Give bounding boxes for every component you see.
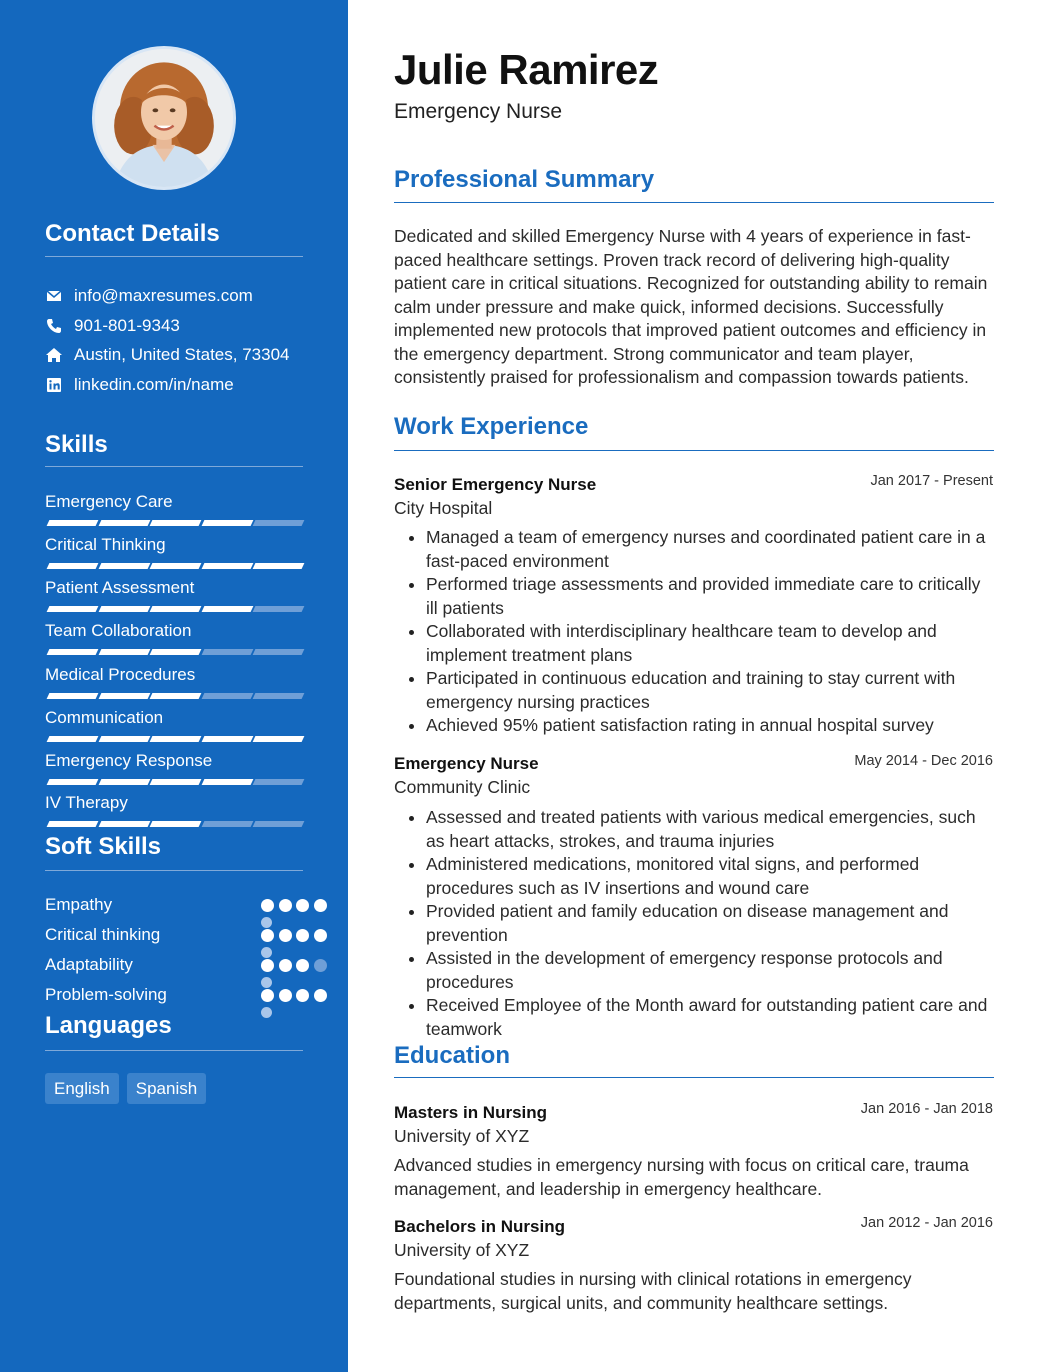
skill-segment-filled — [47, 779, 99, 785]
skill-segment-filled — [98, 821, 150, 827]
skill-segment-empty — [253, 821, 305, 827]
degree-description: Foundational studies in nursing with clinical rotations in emergency departments, surgical units, and community healthcare settings. — [394, 1269, 912, 1313]
job-title: Senior Emergency Nurse — [394, 475, 597, 494]
skill-name: Communication — [45, 708, 164, 727]
skill-segment-filled — [98, 736, 150, 742]
candidate-name: Julie Ramirez — [394, 46, 659, 93]
skill-segment-filled — [98, 693, 150, 699]
list-item: Assessed and treated patients with various medical emergencies, such as heart attacks, strokes, and trauma injuries — [394, 806, 994, 853]
soft-skill-rating — [261, 989, 331, 1003]
skill-segment-filled — [201, 779, 253, 785]
job-title: Emergency Nurse — [394, 754, 539, 773]
rating-dot-empty — [314, 959, 327, 972]
job-dates: May 2014 - Dec 2016 — [854, 753, 993, 769]
languages-divider — [45, 1050, 303, 1051]
language-tag: English — [45, 1073, 119, 1104]
rating-dot-filled — [279, 899, 292, 912]
list-item: Performed triage assessments and provided immediate care to critically ill patients — [394, 573, 994, 620]
soft-skills-heading: Soft Skills — [45, 833, 162, 860]
skill-segment-filled — [98, 520, 150, 526]
list-item: Provided patient and family education on disease management and prevention — [394, 900, 994, 947]
skill-segment-filled — [150, 779, 202, 785]
skill-item — [45, 750, 303, 785]
skill-segment-filled — [150, 821, 202, 827]
skill-item — [45, 577, 303, 612]
contact-heading: Contact Details — [45, 220, 220, 247]
skill-item — [45, 664, 303, 699]
list-item: Participated in continuous education and training to stay current with emergency nursing practices — [394, 667, 994, 714]
experience-divider — [394, 450, 994, 451]
skill-name: Patient Assessment — [45, 578, 195, 597]
skill-level-bar — [45, 520, 303, 526]
contact-divider — [45, 256, 303, 257]
soft-skill-name: Problem-solving — [45, 985, 167, 1004]
skill-segment-filled — [150, 649, 202, 655]
candidate-title: Emergency Nurse — [394, 100, 563, 123]
skill-segment-filled — [98, 606, 150, 612]
soft-skill-name: Adaptability — [45, 955, 133, 974]
skill-segment-empty — [253, 779, 305, 785]
skill-item — [45, 792, 303, 827]
profile-photo — [95, 49, 233, 187]
skill-item — [45, 707, 303, 742]
soft-skill-item — [45, 924, 303, 946]
contact-phone-text: 901-801-9343 — [74, 316, 180, 335]
education-divider — [394, 1077, 994, 1078]
job-organization: City Hospital — [394, 498, 493, 518]
skill-segment-filled — [150, 736, 202, 742]
skill-segment-filled — [47, 693, 99, 699]
rating-dot-filled — [261, 929, 274, 942]
skill-segment-filled — [201, 736, 253, 742]
soft-skill-name: Empathy — [45, 895, 113, 914]
list-item: Assisted in the development of emergency response protocols and procedures — [394, 947, 994, 994]
skill-level-bar — [45, 821, 303, 827]
skill-name: IV Therapy — [45, 793, 128, 812]
skill-segment-filled — [150, 693, 202, 699]
rating-dot-filled — [279, 989, 292, 1002]
experience-heading: Work Experience — [394, 413, 589, 440]
envelope-icon — [45, 287, 63, 305]
rating-dot-filled — [314, 929, 327, 942]
list-item: Managed a team of emergency nurses and coordinated patient care in a fast-paced environment — [394, 526, 994, 573]
avatar — [92, 46, 236, 190]
degree-dates: Jan 2012 - Jan 2016 — [860, 1215, 993, 1231]
skill-item — [45, 620, 303, 655]
skill-item — [45, 491, 303, 526]
soft-skill-rating — [261, 929, 331, 943]
skill-segment-empty — [253, 606, 305, 612]
skill-segment-filled — [98, 649, 150, 655]
sidebar — [0, 0, 348, 1372]
skill-segment-empty — [201, 649, 253, 655]
skill-segment-filled — [150, 520, 202, 526]
skills-divider — [45, 466, 303, 467]
skill-segment-filled — [201, 606, 253, 612]
list-item: Achieved 95% patient satisfaction rating in annual hospital survey — [394, 714, 994, 738]
job-bullets — [394, 806, 994, 1041]
rating-dot-filled — [314, 899, 327, 912]
soft-skill-item — [45, 894, 303, 916]
degree-title: Bachelors in Nursing — [394, 1217, 565, 1236]
languages-heading: Languages — [45, 1012, 172, 1039]
skill-name: Emergency Response — [45, 751, 213, 770]
job-bullets — [394, 526, 994, 738]
job-organization: Community Clinic — [394, 777, 531, 797]
skill-segment-filled — [150, 563, 202, 569]
rating-dot-filled — [296, 899, 309, 912]
rating-dot-filled — [279, 959, 292, 972]
skill-item — [45, 534, 303, 569]
rating-dot-filled — [314, 989, 327, 1002]
skill-segment-empty — [253, 520, 305, 526]
skill-level-bar — [45, 606, 303, 612]
skill-segment-empty — [201, 821, 253, 827]
skill-level-bar — [45, 779, 303, 785]
skill-name: Medical Procedures — [45, 665, 196, 684]
rating-dot-filled — [261, 899, 274, 912]
soft-skills-divider — [45, 870, 303, 871]
contact-email[interactable] — [45, 285, 253, 307]
contact-email-text: info@maxresumes.com — [74, 286, 253, 305]
soft-skill-item — [45, 984, 303, 1006]
soft-skill-rating — [261, 899, 331, 913]
rating-dot-filled — [261, 989, 274, 1002]
rating-dot-filled — [261, 959, 274, 972]
skill-name: Team Collaboration — [45, 621, 192, 640]
skill-level-bar — [45, 693, 303, 699]
school-name: University of XYZ — [394, 1126, 530, 1146]
skill-name: Emergency Care — [45, 492, 173, 511]
rating-dot-filled — [296, 929, 309, 942]
skill-segment-filled — [253, 563, 305, 569]
skill-segment-filled — [47, 606, 99, 612]
degree-dates: Jan 2016 - Jan 2018 — [860, 1101, 993, 1117]
rating-dot-filled — [296, 989, 309, 1002]
skill-segment-filled — [98, 563, 150, 569]
skill-segment-filled — [201, 563, 253, 569]
skill-segment-filled — [201, 520, 253, 526]
skill-segment-empty — [253, 649, 305, 655]
skill-level-bar — [45, 736, 303, 742]
soft-skill-name: Critical thinking — [45, 925, 161, 944]
degree-description: Advanced studies in emergency nursing with focus on critical care, trauma management, and leadership in emergency healthcare. — [394, 1155, 969, 1199]
language-tag: Spanish — [127, 1073, 206, 1104]
list-item: Administered medications, monitored vital signs, and performed procedures such as IV insertions and wound care — [394, 853, 994, 900]
soft-skill-item — [45, 954, 303, 976]
skill-segment-filled — [47, 520, 99, 526]
contact-location — [45, 344, 289, 366]
contact-phone[interactable] — [45, 315, 180, 337]
skill-name: Critical Thinking — [45, 535, 166, 554]
skill-segment-empty — [253, 693, 305, 699]
summary-heading: Professional Summary — [394, 166, 655, 193]
contact-linkedin[interactable] — [45, 374, 234, 396]
summary-text: Dedicated and skilled Emergency Nurse with 4 years of experience in fast-paced healthcare settings. Proven track record of delivering high-quality patient care in critical situations. Recognized for outstanding ability to remain calm under pressure and make quick, informed decisions. Successfully implemented new protocols that improved patient outcomes and efficiency in the emergency department. Strong communicator and team player, consistently praised for professionalism and compassion towards patients. — [394, 226, 988, 387]
degree-title: Masters in Nursing — [394, 1103, 548, 1122]
skills-heading: Skills — [45, 431, 108, 458]
job-dates: Jan 2017 - Present — [870, 473, 993, 489]
skill-segment-filled — [47, 563, 99, 569]
skill-segment-filled — [47, 736, 99, 742]
linkedin-icon — [45, 376, 63, 394]
soft-skill-rating — [261, 959, 331, 973]
contact-linkedin-text: linkedin.com/in/name — [74, 375, 234, 394]
list-item: Received Employee of the Month award for outstanding patient care and teamwork — [394, 994, 994, 1041]
skill-level-bar — [45, 563, 303, 569]
skill-segment-empty — [201, 693, 253, 699]
skill-segment-filled — [47, 649, 99, 655]
contact-location-text: Austin, United States, 73304 — [74, 345, 290, 364]
skill-level-bar — [45, 649, 303, 655]
education-heading: Education — [394, 1042, 511, 1069]
languages-list — [45, 1073, 206, 1104]
skill-segment-filled — [47, 821, 99, 827]
skill-segment-filled — [253, 736, 305, 742]
phone-icon — [45, 317, 63, 335]
skill-segment-filled — [150, 606, 202, 612]
list-item: Collaborated with interdisciplinary healthcare team to develop and implement treatment plans — [394, 620, 994, 667]
rating-dot-filled — [296, 959, 309, 972]
school-name: University of XYZ — [394, 1240, 530, 1260]
rating-dot-filled — [279, 929, 292, 942]
home-icon — [45, 346, 63, 364]
summary-divider — [394, 202, 994, 203]
rating-dot-ghost — [261, 1007, 272, 1018]
skill-segment-filled — [98, 779, 150, 785]
